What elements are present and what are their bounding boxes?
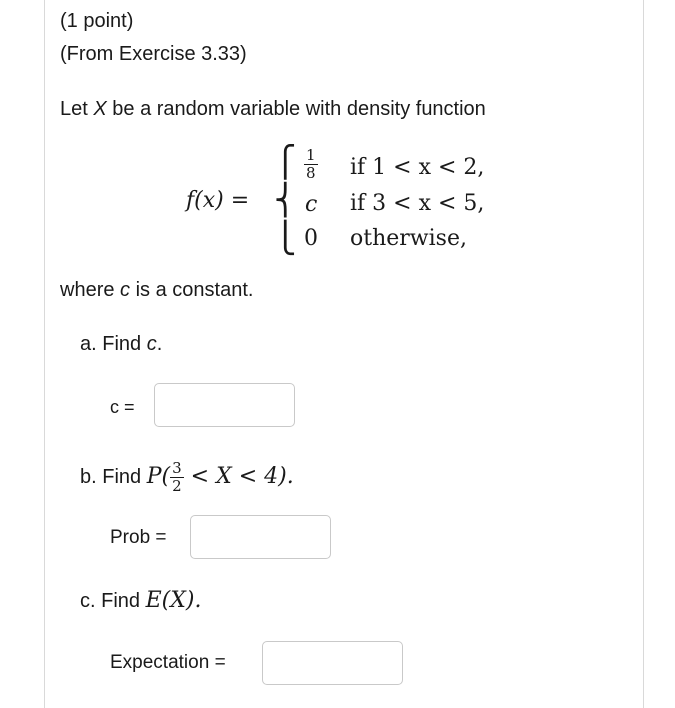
where-text: where c is a constant. (60, 279, 254, 301)
density-lhs: f(x) = (186, 188, 250, 213)
case-3-condition: otherwise, (350, 226, 467, 251)
brace-bottom: ⎩ (274, 221, 297, 256)
answer-expectation-label: Expectation = (110, 652, 226, 673)
intro-prefix: Let (60, 98, 94, 120)
intro-suffix: be a random variable with density function (106, 98, 486, 120)
case-1-condition: if 1 < x < 2, (350, 155, 485, 180)
part-c-marker: c. (80, 590, 96, 612)
answer-prob-input[interactable] (190, 515, 331, 559)
exercise-source: (From Exercise 3.33) (60, 43, 247, 65)
part-b-marker: b. (80, 465, 97, 488)
part-a-prompt: a. Find c. (80, 333, 163, 355)
answer-expectation-input[interactable] (262, 641, 403, 685)
case-2-condition: if 3 < x < 5, (350, 191, 485, 216)
case-3-value: 0 (304, 226, 318, 251)
answer-c-input[interactable] (154, 383, 295, 427)
brace-middle: ⎨ (274, 183, 297, 218)
brace-top: ⎧ (274, 145, 297, 180)
part-a-marker: a. (80, 333, 97, 355)
case-2-value: c (305, 192, 318, 217)
intro-var-x: X (93, 98, 107, 120)
intro-text (60, 98, 486, 121)
case-1-value: $\frac{1}{8}$ (306, 146, 316, 182)
answer-prob-label: Prob = (110, 527, 167, 548)
part-c-prompt: c. Find E(X). (80, 588, 202, 613)
points-label: (1 point) (60, 10, 134, 32)
answer-c-label: c = (110, 397, 135, 417)
part-b-prompt: b. Find P( $\frac{3}{2}$ < X < 4). (80, 459, 294, 495)
